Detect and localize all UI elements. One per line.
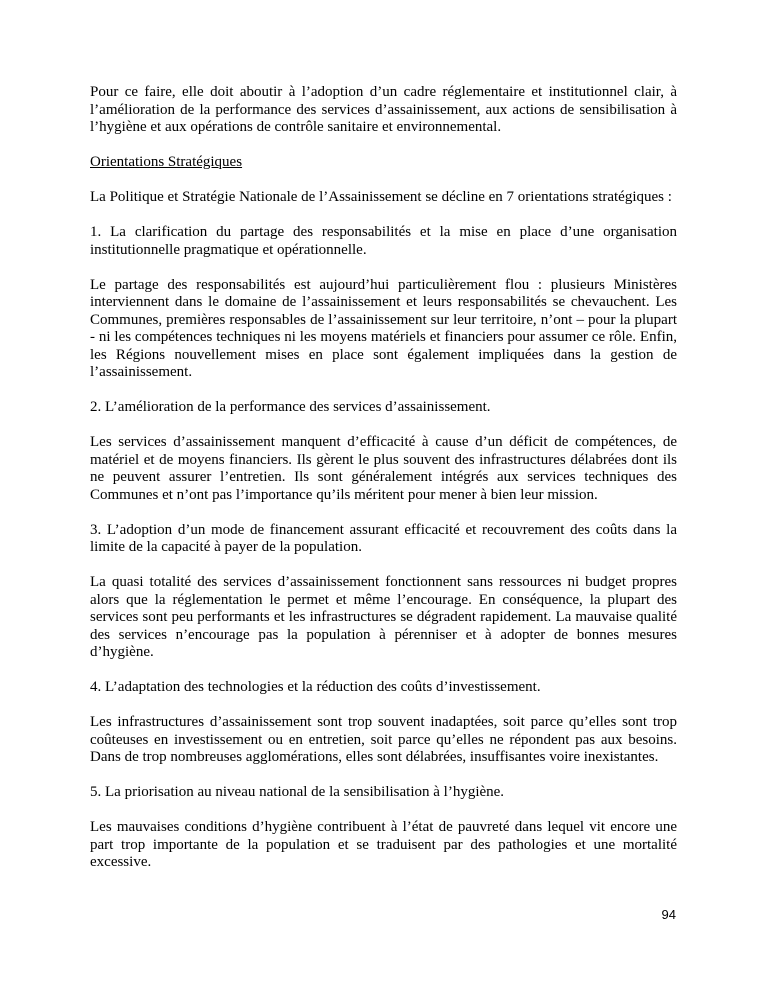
page-number: 94 xyxy=(661,907,676,922)
paragraph-lead: La Politique et Stratégie Nationale de l’Assainissement se décline en 7 orientations stratégiques : xyxy=(90,189,672,205)
orientation-5-body: Les mauvaises conditions d’hygiène contribuent à l’état de pauvreté dans lequel vit encore une part trop importante de la population et se traduisent par des pathologies et une mortalité excessive. xyxy=(90,819,677,870)
orientation-2-body: Les services d’assainissement manquent d’efficacité à cause d’un déficit de compétences, de matériel et de moyens financiers. Ils gèrent le plus souvent des infrastructures délabrées dont ils ne peuvent assurer l’entretien. Ils sont généralement intégrés aux services techniques des Communes et n’ont pas l’importance qu’ils méritent pour mener à bien leur mission. xyxy=(90,434,677,503)
orientation-2-title: 2. L’amélioration de la performance des services d’assainissement. xyxy=(90,399,491,415)
orientation-4-title: 4. L’adaptation des technologies et la réduction des coûts d’investissement. xyxy=(90,679,541,695)
orientation-5-title: 5. La priorisation au niveau national de la sensibilisation à l’hygiène. xyxy=(90,784,505,800)
orientation-3-title: 3. L’adoption d’un mode de financement assurant efficacité et recouvrement des coûts dans la limite de la capacité à payer de la population. xyxy=(90,521,677,555)
orientation-3-body: La quasi totalité des services d’assainissement fonctionnent sans ressources ni budget propres alors que la réglementation le permet et même l’encourage. En conséquence, la plupart des services sont peu performants et les infrastructures se dégradent rapidement. La mauvaise qualité des services n’encourage pas la population à pérenniser et à adopter de bonnes mesures d’hygiène. xyxy=(90,574,677,660)
orientation-1-body: Le partage des responsabilités est aujourd’hui particulièrement flou : plusieurs Ministères interviennent dans le domaine de l’assainissement et leurs responsabilités se chevauchent. Les Communes, premières responsables de l’assainissement sur leur territoire, n’ont – pour la plupart - ni les compétences techniques ni les moyens matériels et financiers pour assumer ce rôle. Enfin, les Régions nouvellement mises en place sont également impliquées dans la gestion de l’assainissement. xyxy=(90,276,677,380)
orientation-1-title: 1. La clarification du partage des responsabilités et la mise en place d’une organisation institutionnelle pragmatique et opérationnelle. xyxy=(90,224,677,258)
section-heading: Orientations Stratégiques xyxy=(90,154,243,170)
document-body xyxy=(90,84,677,889)
orientation-4-body: Les infrastructures d’assainissement sont trop souvent inadaptées, soit parce qu’elles sont trop coûteuses en investissement ou en entretien, soit parce qu’elles ne répondent pas aux besoins. Dans de trop nombreuses agglomérations, elles sont délabrées, insuffisantes voire inexistantes. xyxy=(90,714,677,765)
paragraph-intro: Pour ce faire, elle doit aboutir à l’adoption d’un cadre réglementaire et institutionnel clair, à l’amélioration de la performance des services d’assainissement, aux actions de sensibilisation à l’hygiène et aux opérations de contrôle sanitaire et environnemental. xyxy=(90,84,677,135)
